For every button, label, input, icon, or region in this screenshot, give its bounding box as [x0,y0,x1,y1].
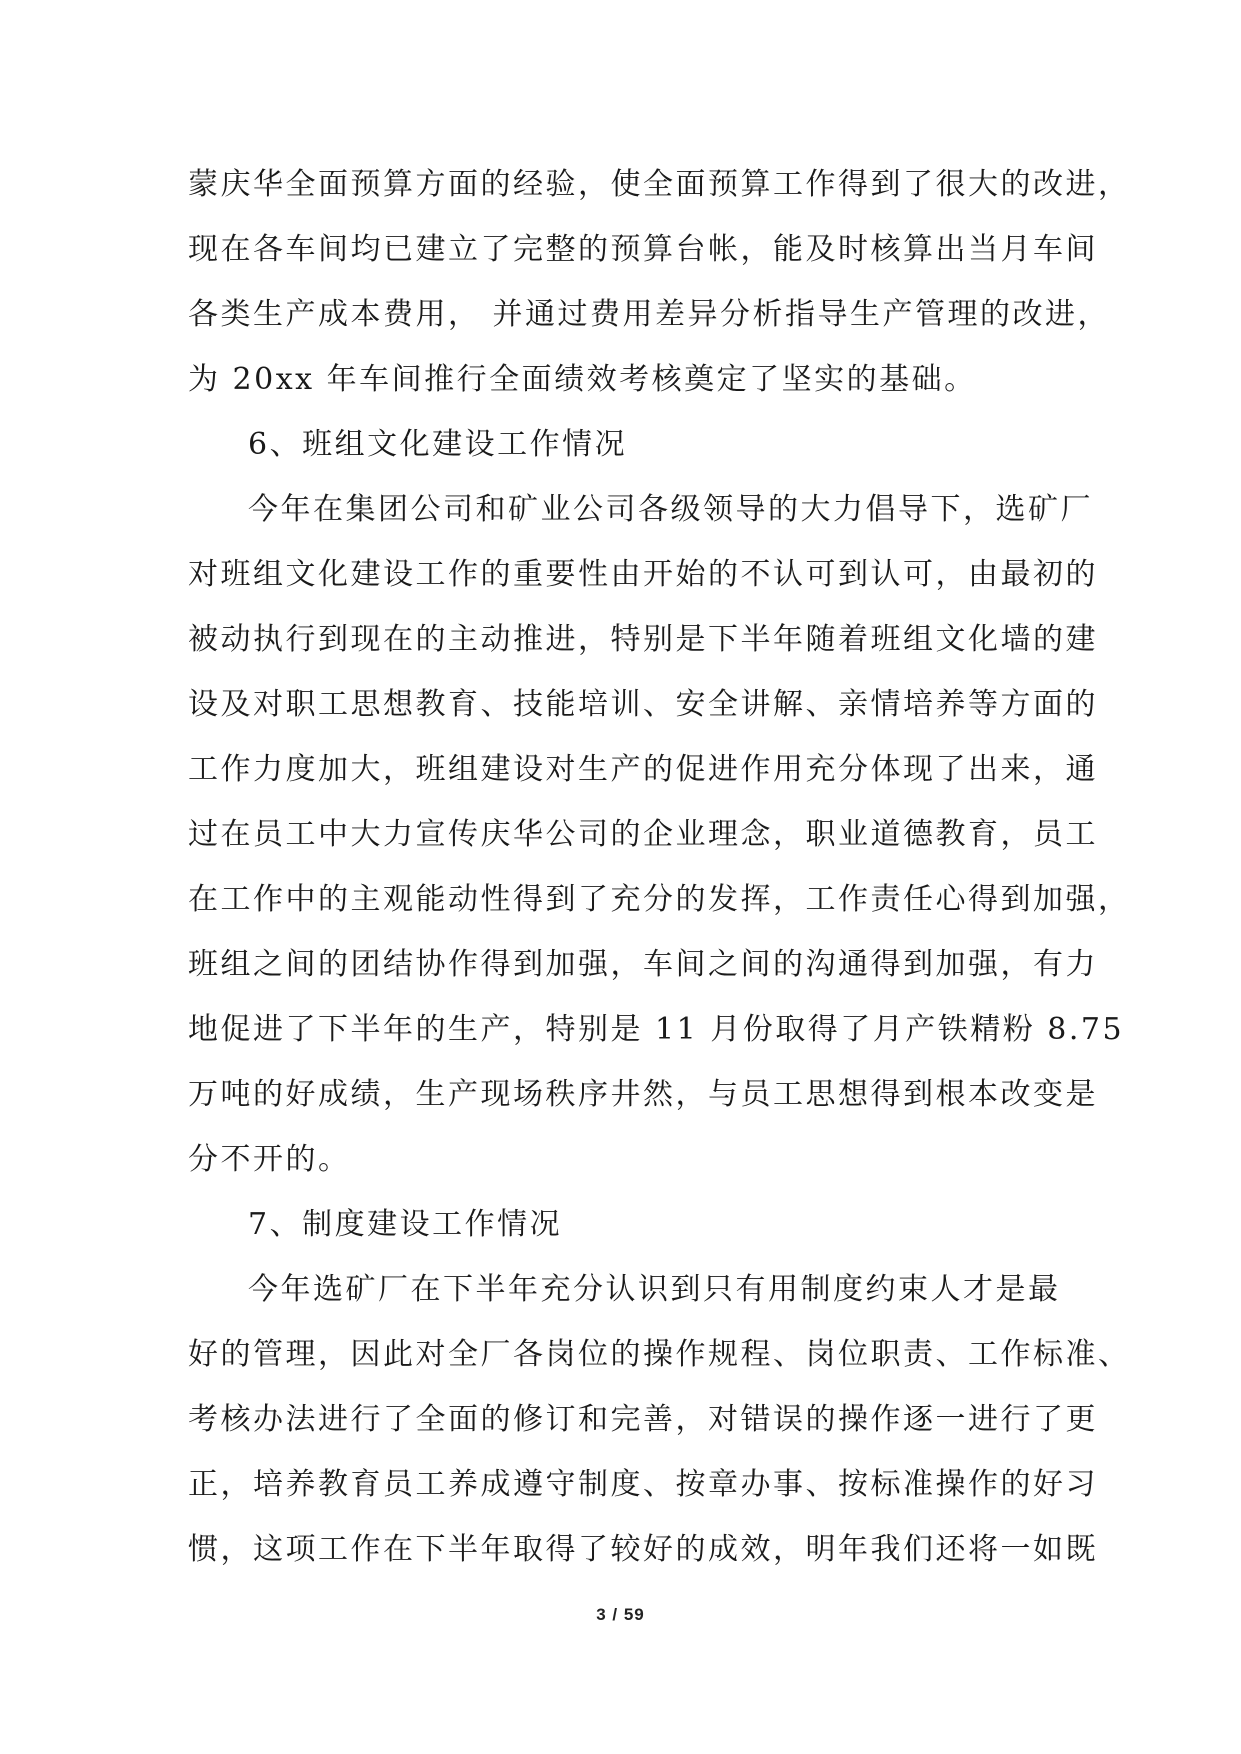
body-line: 正，培养教育员工养成遵守制度、按章办事、按标准操作的好习 [188,1467,1098,1502]
body-line: 班组之间的团结协作得到加强，车间之间的沟通得到加强，有力 [188,947,1098,982]
page-number: 3 / 59 [596,1605,645,1624]
body-line: 工作力度加大，班组建设对生产的促进作用充分体现了出来，通 [188,752,1098,787]
body-line: 设及对职工思想教育、技能培训、安全讲解、亲情培养等方面的 [188,687,1098,722]
body-line: 过在员工中大力宣传庆华公司的企业理念，职业道德教育，员工 [188,817,1098,852]
document-body [188,152,1131,1582]
section-heading: 7、制度建设工作情况 [248,1207,563,1242]
body-line: 为 20xx 年车间推行全面绩效考核奠定了坚实的基础。 [188,362,977,397]
body-line: 对班组文化建设工作的重要性由开始的不认可到认可，由最初的 [188,557,1098,592]
body-line: 分不开的。 [188,1142,351,1177]
body-line: 好的管理，因此对全厂各岗位的操作规程、岗位职责、工作标准、 [188,1337,1131,1372]
body-line: 惯，这项工作在下半年取得了较好的成效，明年我们还将一如既 [188,1532,1098,1567]
body-line: 地促进了下半年的生产，特别是 11 月份取得了月产铁精粉 8.75 [188,1012,1125,1047]
paragraph-first-line: 今年选矿厂在下半年充分认识到只有用制度约束人才是最 [248,1272,1061,1307]
body-line: 考核办法进行了全面的修订和完善，对错误的操作逐一进行了更 [188,1402,1098,1437]
paragraph-first-line: 今年在集团公司和矿业公司各级领导的大力倡导下，选矿厂 [248,492,1093,527]
section-heading: 6、班组文化建设工作情况 [248,427,628,462]
body-line: 蒙庆华全面预算方面的经验，使全面预算工作得到了很大的改进， [188,167,1131,202]
body-line: 被动执行到现在的主动推进，特别是下半年随着班组文化墙的建 [188,622,1098,657]
body-line: 各类生产成本费用， 并通过费用差异分析指导生产管理的改进， [188,297,1111,332]
body-line: 现在各车间均已建立了完整的预算台帐，能及时核算出当月车间 [188,232,1098,267]
body-line: 在工作中的主观能动性得到了充分的发挥，工作责任心得到加强， [188,882,1131,917]
body-line: 万吨的好成绩，生产现场秩序井然，与员工思想得到根本改变是 [188,1077,1098,1112]
